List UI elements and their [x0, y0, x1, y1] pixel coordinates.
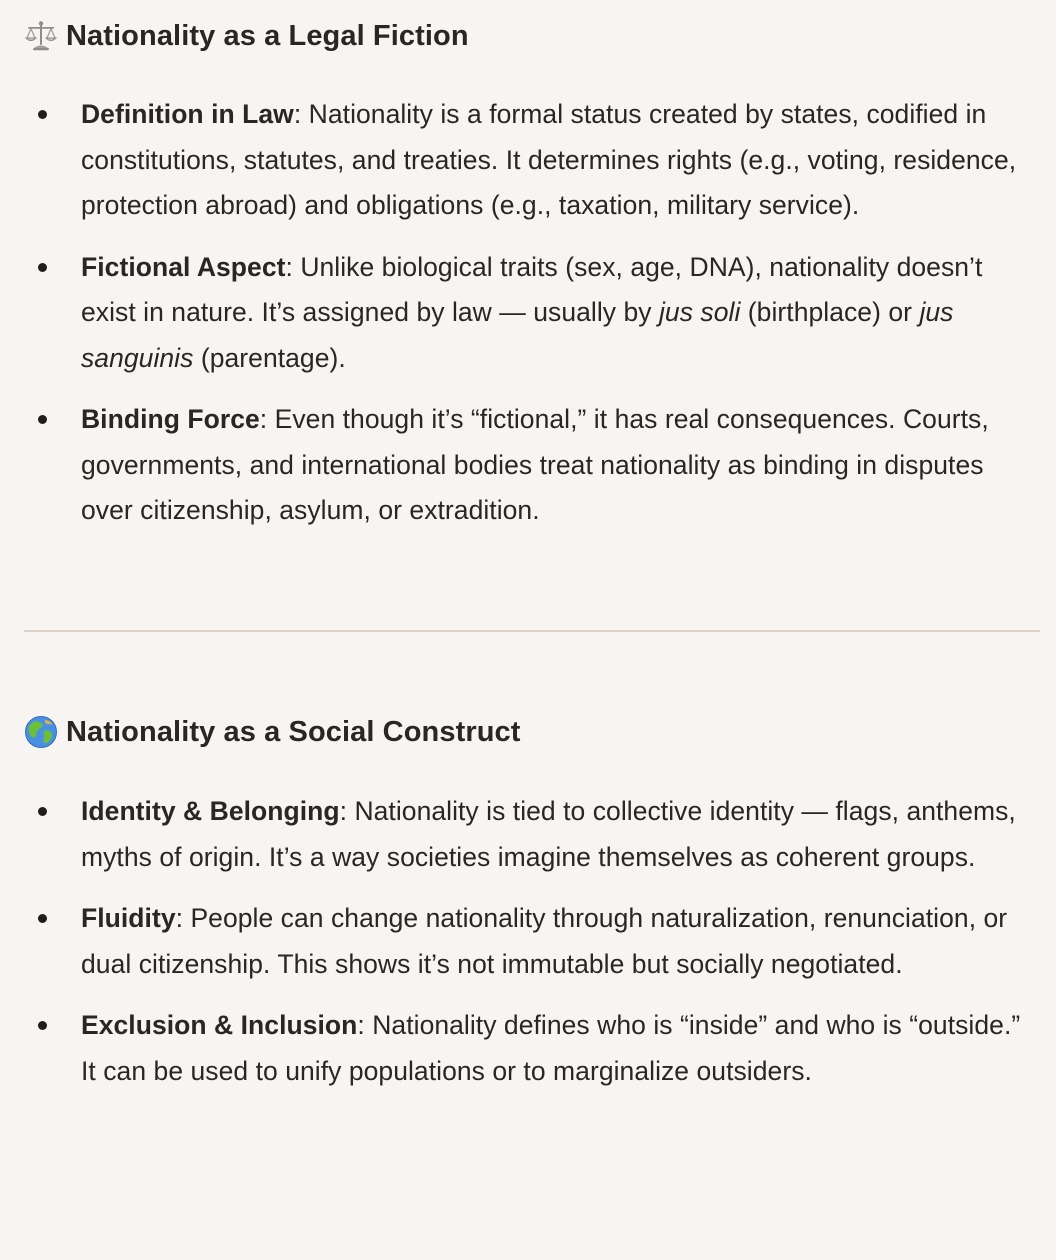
item-text: Nationality defines who is “inside” and who is “outside.” It can be used to unify populations or to marginalize outsiders.	[81, 1010, 1021, 1086]
section-legal-fiction	[24, 14, 1040, 550]
list-item	[24, 896, 1040, 987]
list-item	[24, 92, 1040, 229]
list-item	[24, 1003, 1040, 1094]
item-separator: :	[175, 903, 184, 933]
item-italic-term: jus sanguinis	[81, 297, 954, 373]
bullet-icon	[38, 914, 47, 923]
bullet-icon	[38, 1021, 47, 1030]
item-text: Nationality is a formal status created by states, codified in constitutions, statutes, and treaties. It determines rights (e.g., voting, residence, protection abroad) and obligations (e.g., taxation, military service).	[81, 99, 1017, 220]
item-term: Fluidity	[81, 903, 176, 933]
list-item	[24, 245, 1040, 382]
item-separator: :	[259, 404, 268, 434]
item-term: Exclusion & Inclusion	[81, 1010, 358, 1040]
legal-fiction-list	[24, 92, 1040, 534]
item-term: Definition in Law	[81, 99, 294, 129]
social-construct-list	[24, 789, 1040, 1094]
item-separator: :	[285, 251, 293, 282]
item-separator: :	[339, 796, 348, 826]
item-separator: :	[293, 99, 302, 129]
globe-icon	[24, 715, 58, 749]
item-italic-term: jus soli	[658, 297, 741, 327]
bullet-icon	[38, 415, 47, 424]
bullet-icon	[38, 110, 47, 119]
item-text: (birthplace) or	[740, 297, 920, 327]
section-divider	[24, 630, 1040, 632]
item-text: Nationality is tied to collective identity — flags, anthems, myths of origin. It’s a way societies imagine themselves as coherent groups.	[81, 796, 1016, 872]
bullet-icon	[38, 263, 47, 272]
item-separator: :	[357, 1010, 365, 1040]
item-term: Binding Force	[81, 404, 260, 434]
item-text: People can change nationality through naturalization, renunciation, or dual citizenship. This shows it’s not immutable but socially negotiated.	[81, 903, 1008, 979]
item-text: Unlike biological traits (sex, age, DNA), nationality doesn’t exist in nature. It’s assigned by law — usually by	[81, 251, 983, 327]
section-title-text: Nationality as a Social Construct	[66, 715, 521, 748]
item-text: Even though it’s “fictional,” it has real consequences. Courts, governments, and international bodies treat nationality as binding in disputes over citizenship, asylum, or extradition.	[81, 404, 989, 525]
item-term: Identity & Belonging	[81, 796, 340, 826]
scales-icon	[24, 19, 58, 53]
item-text: (parentage).	[193, 342, 346, 373]
item-term: Fictional Aspect	[81, 251, 286, 282]
list-item	[24, 397, 1040, 534]
section-title-text: Nationality as a Legal Fiction	[66, 19, 469, 52]
section-social-construct	[24, 710, 1040, 1110]
bullet-icon	[38, 807, 47, 816]
section-title	[24, 14, 1040, 58]
list-item	[24, 789, 1040, 880]
section-title	[24, 710, 1040, 754]
